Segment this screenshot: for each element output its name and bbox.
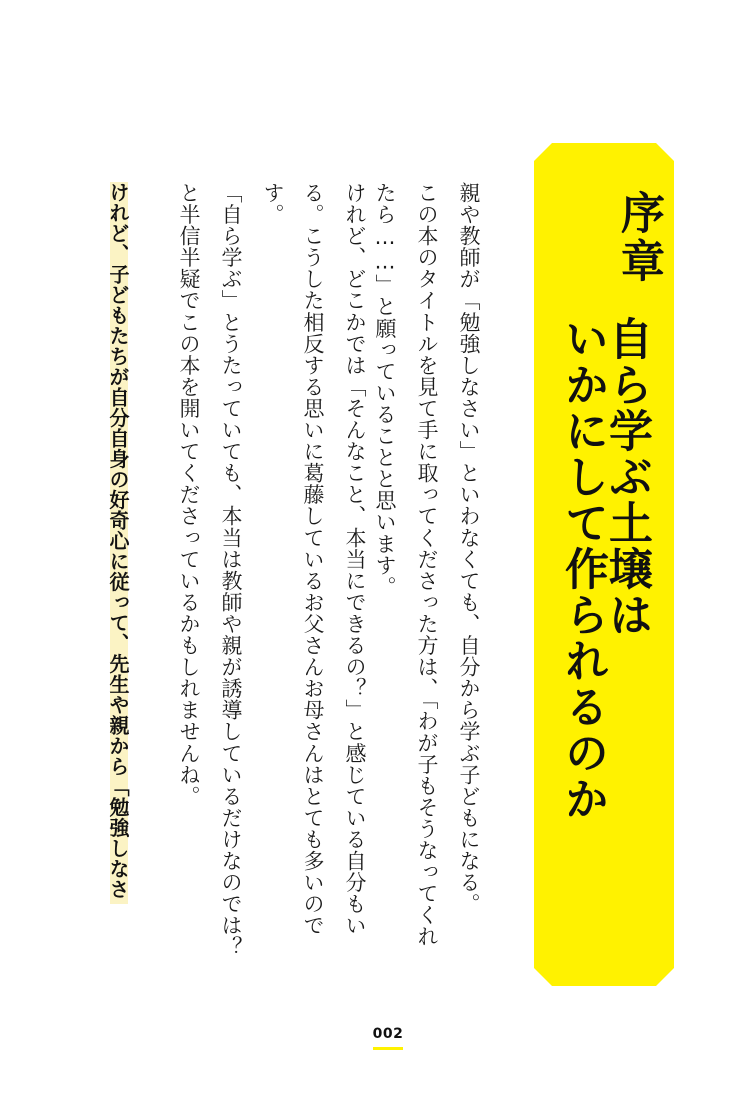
body-text-line: 「自ら学ぶ」とうたっていても、本当は教師や親が誘導しているだけなのでは？	[219, 182, 243, 958]
highlighted-text-line: けれど、子どもたちが自分自身の好奇心に従って、先生や親から「勉強しなさ	[102, 182, 128, 904]
body-text-line: 親や教師が「勉強しなさい」といわなくても、自分から学ぶ子どもになる。	[457, 182, 481, 915]
chapter-title-line-2: いかにして作られるのか	[557, 316, 608, 822]
body-text-line: けれど、どこかでは「そんなこと、本当にできるの？」と感じている自分もい	[343, 182, 367, 937]
page-number-underline	[373, 1047, 403, 1050]
page-number: 002	[372, 1026, 404, 1042]
chapter-label: 序章	[613, 190, 664, 286]
chapter-title-line-1: 自ら学ぶ土壌は	[601, 316, 652, 638]
body-text-line: この本のタイトルを見て手に取ってくださった方は、「わが子もそうなってくれ	[415, 182, 439, 948]
body-text-line: す。	[261, 182, 285, 226]
body-text-line: る。こうした相反する思いに葛藤しているお父さんお母さんはとても多いので	[301, 182, 325, 937]
body-text-line: たら……」と願っていることと思います。	[373, 182, 397, 598]
chapter-title	[557, 316, 652, 822]
body-text-line: と半信半疑でこの本を開いてくださっているかもしれませんね。	[177, 182, 201, 807]
